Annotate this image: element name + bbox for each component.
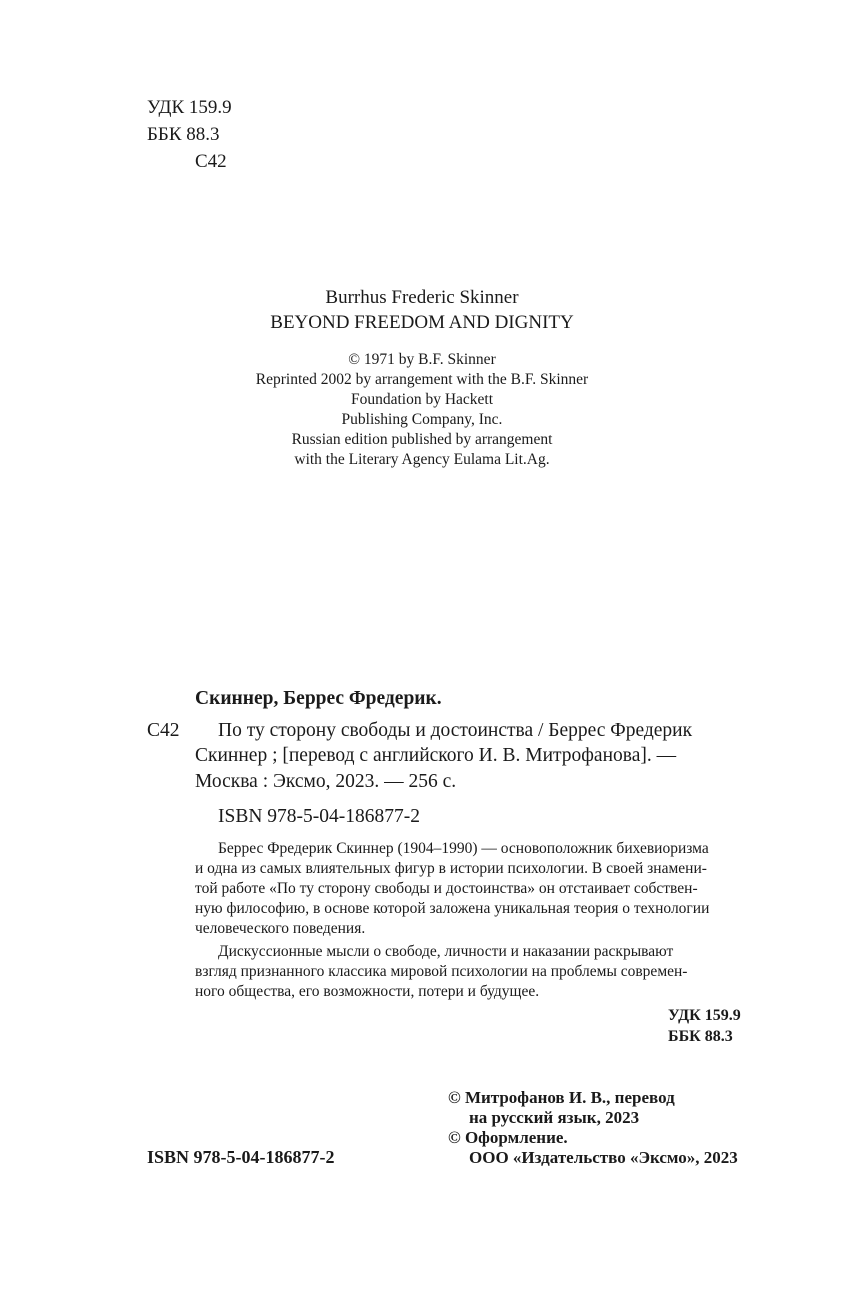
bbk-code-top: ББК 88.3: [147, 124, 220, 145]
copyright-line: © Митрофанов И. В., перевод: [448, 1088, 675, 1107]
footer-isbn: ISBN 978-5-04-186877-2: [147, 1147, 335, 1167]
rights-line: Reprinted 2002 by arrangement with the B.F. Skinner: [255, 371, 589, 388]
rights-line: with the Literary Agency Eulama Lit.Ag.: [294, 451, 550, 468]
annotation-line: ную философию, в основе которой заложена уникальная теория о технологии: [195, 900, 710, 917]
udk-code-top: УДК 159.9: [147, 97, 232, 118]
bbk-code-bottom: ББК 88.3: [668, 1028, 733, 1045]
copyright-line: на русский язык, 2023: [469, 1108, 640, 1127]
annotation-line: человеческого поведения.: [195, 920, 366, 937]
author-mark-top: С42: [195, 151, 227, 172]
bib-isbn: ISBN 978-5-04-186877-2: [218, 806, 421, 827]
rights-line: Russian edition published by arrangement: [291, 431, 553, 448]
annotation-line: взгляд признанного классика мировой психологии на проблемы современ-: [195, 963, 688, 980]
bib-description-line: Скиннер ; [перевод с английского И. В. Митрофанова]. —: [195, 745, 677, 766]
bib-author-mark: С42: [147, 720, 180, 741]
rights-line: Foundation by Hackett: [350, 391, 494, 408]
annotation-line: Беррес Фредерик Скиннер (1904–1990) — основоположник бихевиоризма: [218, 840, 709, 857]
copyright-line: ООО «Издательство «Эксмо», 2023: [469, 1148, 738, 1167]
rights-line: Publishing Company, Inc.: [341, 411, 503, 428]
udk-code-bottom: УДК 159.9: [668, 1007, 741, 1024]
bib-description-line: Москва : Эксмо, 2023. — 256 с.: [195, 771, 457, 792]
annotation-line: и одна из самых влиятельных фигур в истории психологии. В своей знамени-: [195, 860, 707, 877]
annotation-line: ного общества, его возможности, потери и будущее.: [195, 983, 540, 1000]
bib-description-line: По ту сторону свободы и достоинства / Беррес Фредерик: [218, 720, 693, 741]
annotation-line: Дискуссионные мысли о свободе, личности и наказании раскрывают: [218, 943, 674, 960]
bib-heading: Скиннер, Беррес Фредерик.: [195, 688, 442, 709]
annotation-line: той работе «По ту сторону свободы и достоинства» он отстаивает собствен-: [195, 880, 698, 897]
copyright-line: © Оформление.: [448, 1128, 568, 1147]
rights-line: © 1971 by B.F. Skinner: [348, 351, 496, 368]
original-author: Burrhus Frederic Skinner: [325, 287, 519, 308]
original-title: BEYOND FREEDOM AND DIGNITY: [270, 312, 574, 333]
